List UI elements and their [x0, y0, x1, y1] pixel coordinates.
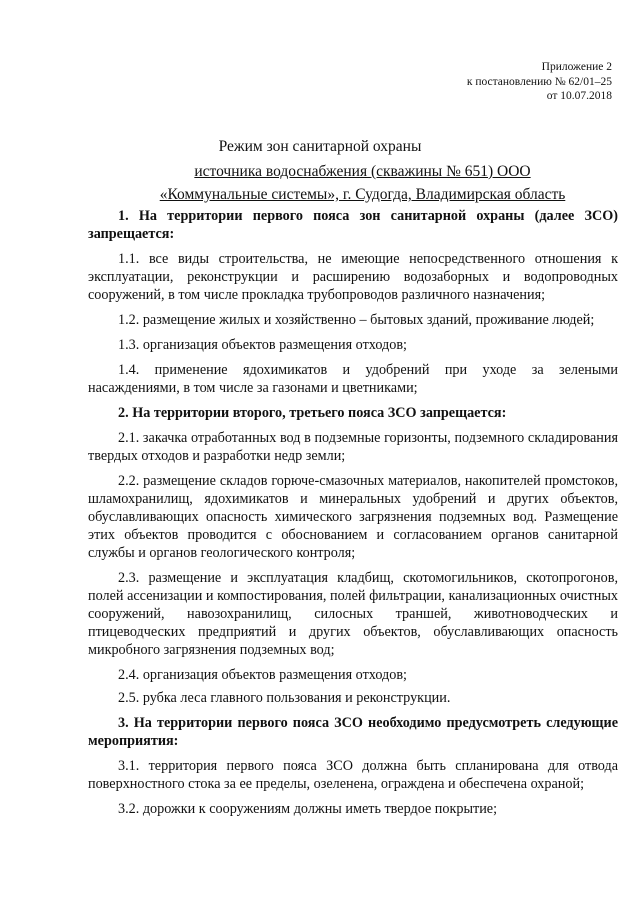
document-body [88, 207, 618, 825]
item-2-5: 2.5. рубка леса главного пользования и реконструкции. [118, 690, 451, 706]
item-3-2: 3.2. дорожки к сооружениям должны иметь твердое покрытие; [118, 801, 498, 817]
section-3-heading: 3. На территории первого пояса ЗСО необходимо предусмотреть следующие мероприятия: [88, 715, 618, 749]
item-2-3: 2.3. размещение и эксплуатация кладбищ, скотомогильников, скотопрогонов, полей ассенизации и компостирования, полей фильтрации, канализационных очистных сооружений, навозохранилищ, силосных траншей, животноводческих и птицеводческих предприятий и других объектов, обуславливающих опасность микробного загрязнения подземных вод; [88, 570, 618, 658]
item-1-2: 1.2. размещение жилых и хозяйственно – бытовых зданий, проживание людей; [118, 312, 595, 328]
item-1-1: 1.1. все виды строительства, не имеющие непосредственного отношения к эксплуатации, реконструкции и расширению водозаборных и водопроводных сооружений, в том числе прокладка трубопроводов различного назначения; [88, 251, 618, 303]
document-title: Режим зон санитарной охраны [218, 138, 422, 155]
section-2-heading: 2. На территории второго, третьего пояса ЗСО запрещается: [118, 405, 507, 421]
item-3-1: 3.1. территория первого пояса ЗСО должна быть спланирована для отвода поверхностного стока за ее пределы, озеленена, ограждена и обеспечена охраной; [88, 758, 618, 792]
item-2-2: 2.2. размещение складов горюче-смазочных материалов, накопителей промстоков, шламохранилищ, ядохимикатов и минеральных удобрений и других объектов, обуславливающих опасность химического загрязнения подземных вод. Размещение этих объектов проводится с обоснованием и согласованием органов санитарной службы и органов геологического контроля; [88, 473, 618, 561]
annex-reference [467, 60, 612, 104]
document-subtitle: источника водоснабжения (скважины № 651) ООО «Коммунальные системы», г. Судогда, Владимирская область [159, 163, 566, 203]
annex-line-2: к постановлению № 62/01–25 [466, 75, 612, 88]
annex-line-1: Приложение 2 [541, 61, 612, 73]
item-1-3: 1.3. организация объектов размещения отходов; [118, 337, 407, 353]
section-1-heading: 1. На территории первого пояса зон санитарной охраны (далее ЗСО) запрещается: [88, 208, 618, 242]
item-1-4: 1.4. применение ядохимикатов и удобрений при уходе за зелеными насаждениями, в том числе за газонами и цветниками; [88, 362, 618, 396]
item-2-4: 2.4. организация объектов размещения отходов; [118, 667, 407, 683]
item-2-1: 2.1. закачка отработанных вод в подземные горизонты, подземного складирования твердых отходов и разработки недр земли; [88, 430, 618, 464]
annex-line-3: от 10.07.2018 [546, 90, 612, 102]
